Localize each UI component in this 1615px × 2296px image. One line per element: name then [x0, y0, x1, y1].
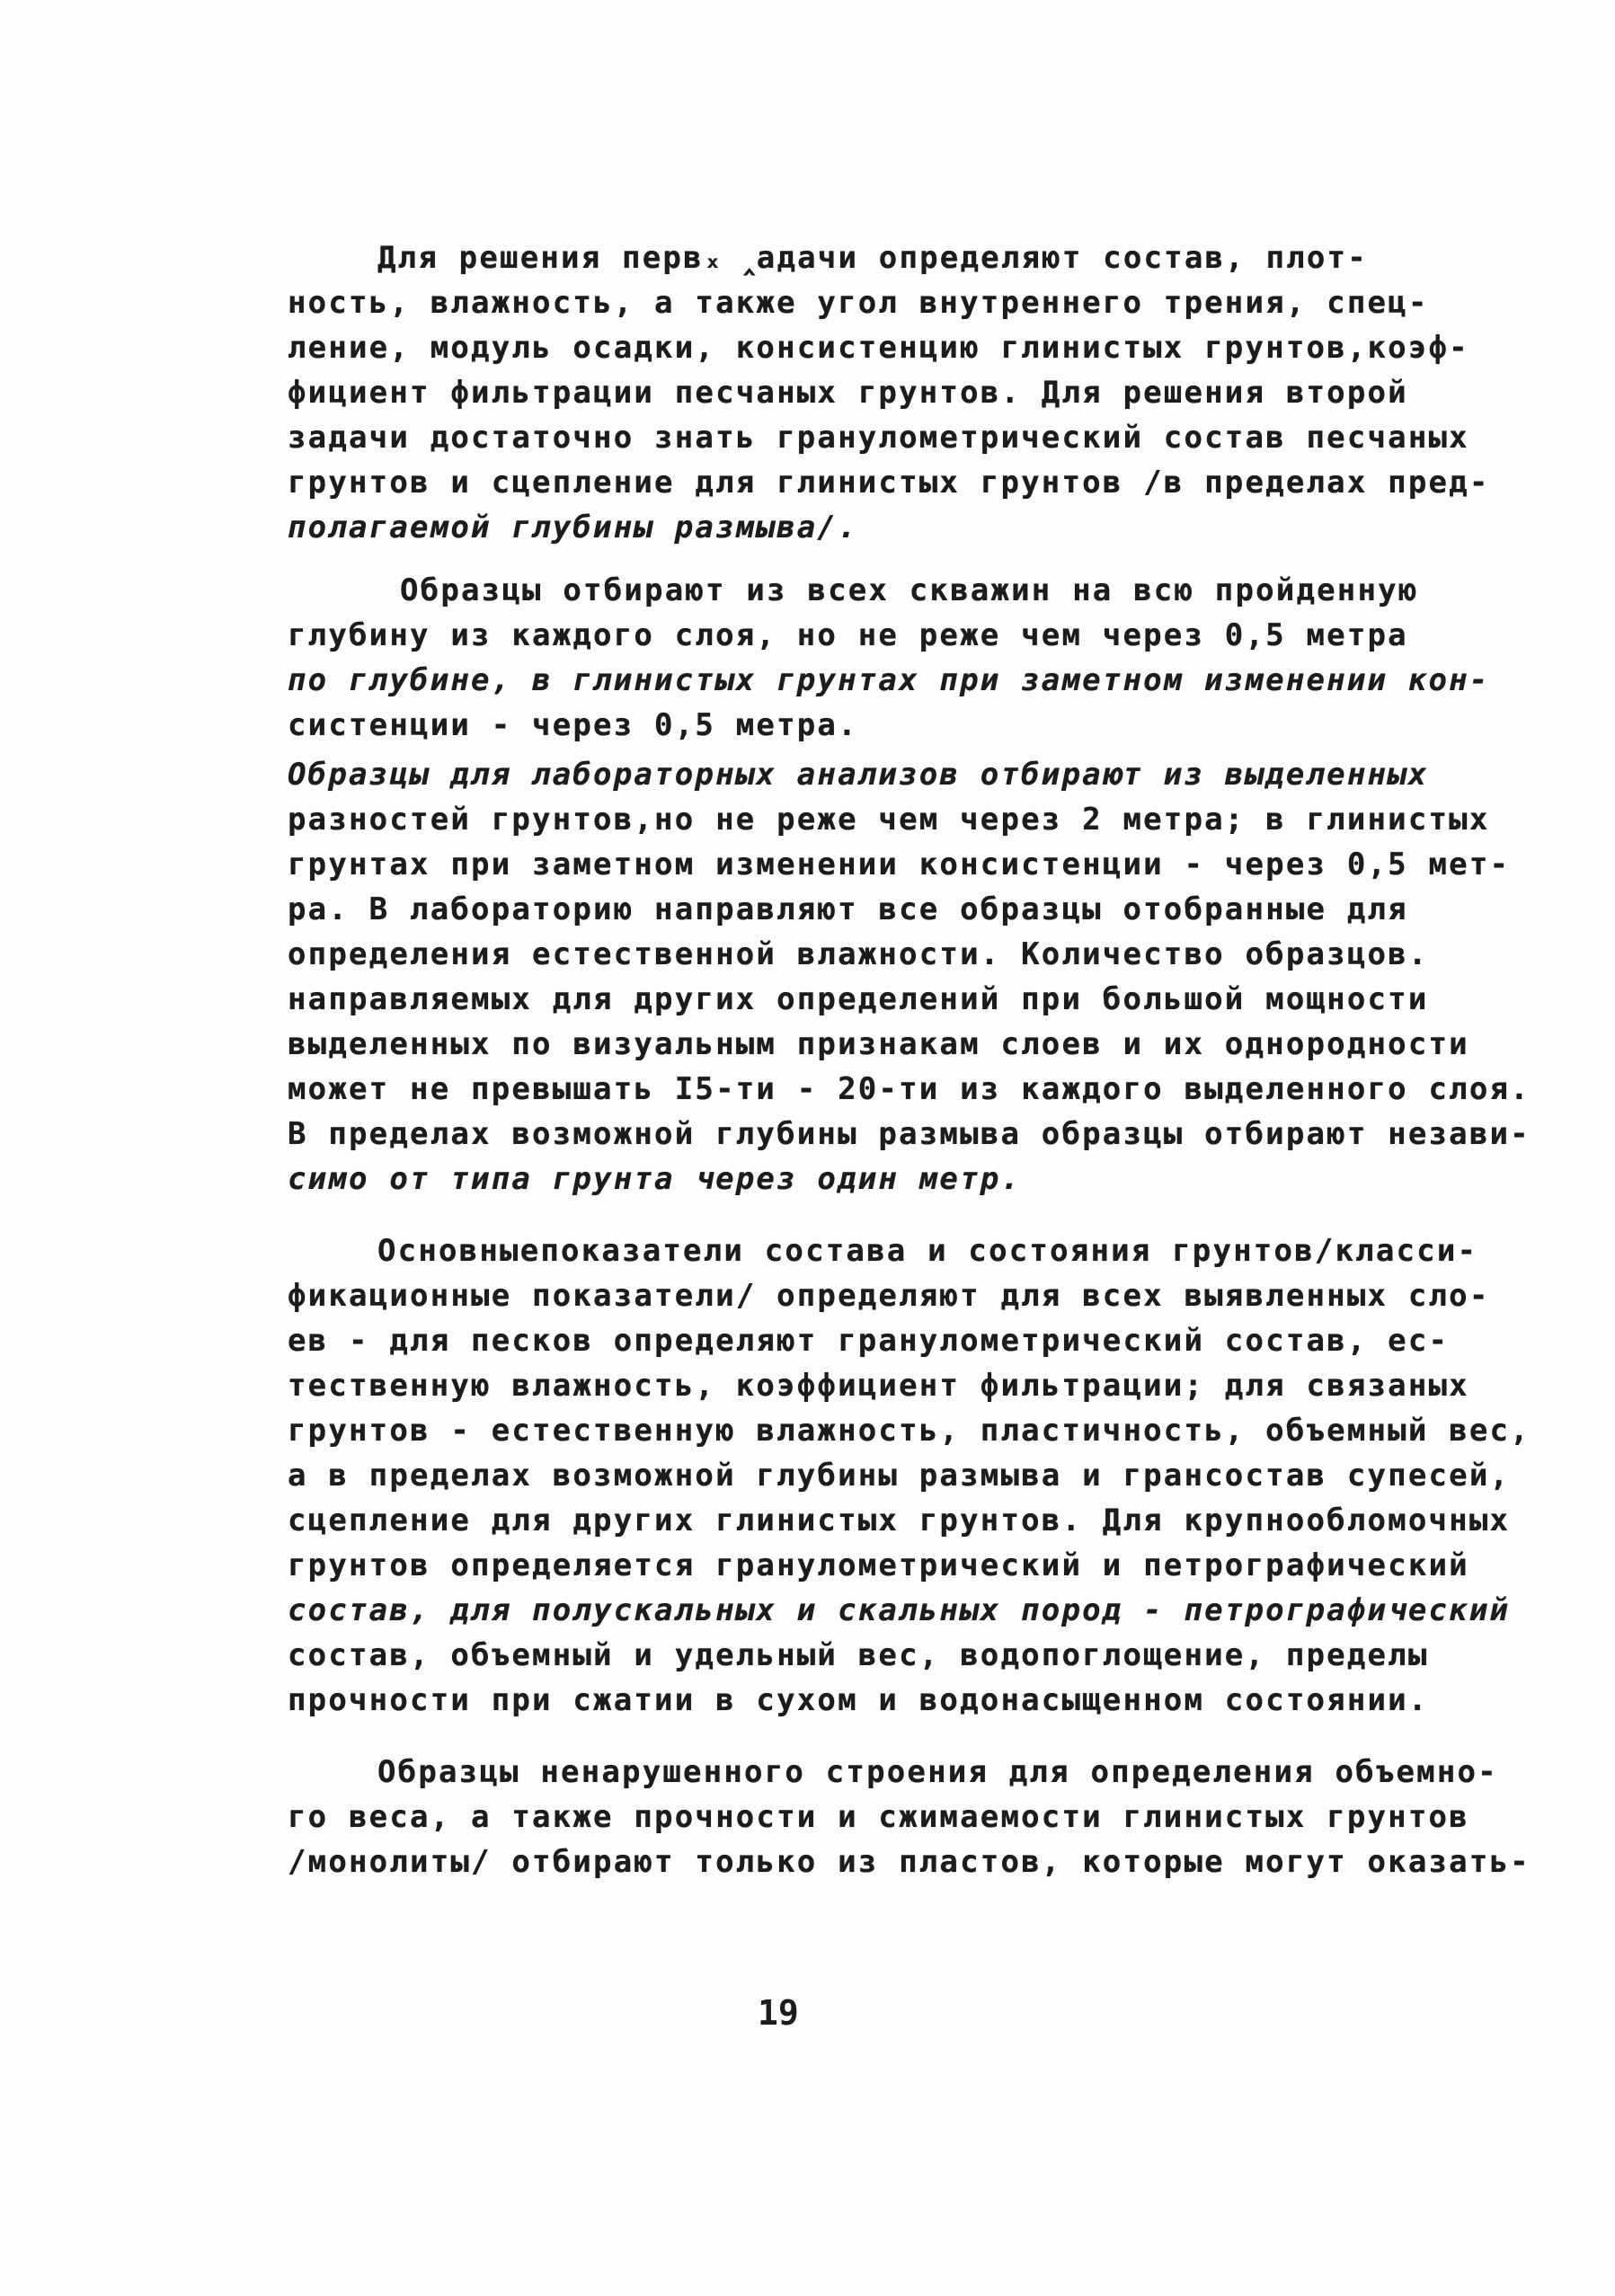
text-line: состав, объемный и удельный вес, водопоглощение, пределы: [288, 1637, 1429, 1673]
text-line: глубину из каждого слоя, но не реже чем через 0,5 метра: [288, 617, 1408, 653]
text-line: Для решения первₓ ‸адачи определяют состав, плот-: [377, 240, 1368, 276]
text-line: определения естественной влажности. Количество образцов.: [288, 936, 1429, 972]
text-line: Основныепоказатели состава и состояния грунтов/класси-: [377, 1233, 1478, 1269]
text-line: Образцы ненарушенного строения для определения объемно-: [377, 1754, 1498, 1790]
text-line: грунтах при заметном изменении консистенции - через 0,5 мет-: [288, 847, 1511, 882]
text-line: Образцы для лабораторных анализов отбирают из выделенных: [288, 757, 1429, 793]
text-line: ление, модуль осадки, консистенцию глинистых грунтов,коэф-: [288, 330, 1469, 366]
text-line: фициент фильтрации песчаных грунтов. Для решения второй: [288, 375, 1408, 411]
text-line: разностей грунтов,но не реже чем через 2 метра; в глинистых: [288, 802, 1490, 838]
text-line: симо от типа грунта через один метр.: [288, 1161, 1022, 1197]
text-line: систенции - через 0,5 метра.: [288, 707, 858, 743]
text-line: состав, для полускальных и скальных пород - петрографический: [288, 1592, 1511, 1628]
text-line: направляемых для других определений при большой мощности: [288, 981, 1429, 1017]
text-line: может не превышать I5-ти - 20-ти из каждого выделенного слоя.: [288, 1071, 1531, 1107]
text-line: сцепление для других глинистых грунтов. Для крупнообломочных: [288, 1503, 1511, 1538]
text-line: /монолиты/ отбирают только из пластов, которые могут оказать-: [288, 1844, 1531, 1880]
text-line: грунтов и сцепление для глинистых грунтов /в пределах пред-: [288, 465, 1490, 501]
text-line: В пределах возможной глубины размыва образцы отбирают незави-: [288, 1116, 1531, 1152]
text-line: ра. В лабораторию направляют все образцы отобранные для: [288, 891, 1408, 927]
text-line: полагаемой глубины размыва/.: [288, 510, 858, 545]
text-line: прочности при сжатии в сухом и водонасыщенном состоянии.: [288, 1682, 1429, 1718]
page-number: 19: [758, 1993, 799, 2033]
text-line: задачи достаточно знать гранулометрический состав песчаных: [288, 420, 1469, 456]
text-line: го веса, а также прочности и сжимаемости глинистых грунтов: [288, 1799, 1469, 1835]
text-line: ев - для песков определяют гранулометрический состав, ес-: [288, 1323, 1450, 1359]
text-line: а в пределах возможной глубины размыва и грансостав супесей,: [288, 1458, 1511, 1494]
text-line: по глубине, в глинистых грунтах при заметном изменении кон-: [288, 662, 1490, 698]
text-line: тественную влажность, коэффициент фильтрации; для связаных: [288, 1368, 1469, 1404]
text-line: выделенных по визуальным признакам слоев и их однородности: [288, 1026, 1469, 1062]
text-line: Образцы отбирают из всех скважин на всю пройденную: [400, 572, 1419, 608]
text-line: ность, влажность, а также угол внутреннего трения, спец-: [288, 285, 1429, 321]
text-line: грунтов - естественную влажность, пластичность, объемный вес,: [288, 1413, 1531, 1449]
text-line: фикационные показатели/ определяют для всех выявленных сло-: [288, 1278, 1490, 1314]
text-line: грунтов определяется гранулометрический и петрографический: [288, 1547, 1469, 1583]
